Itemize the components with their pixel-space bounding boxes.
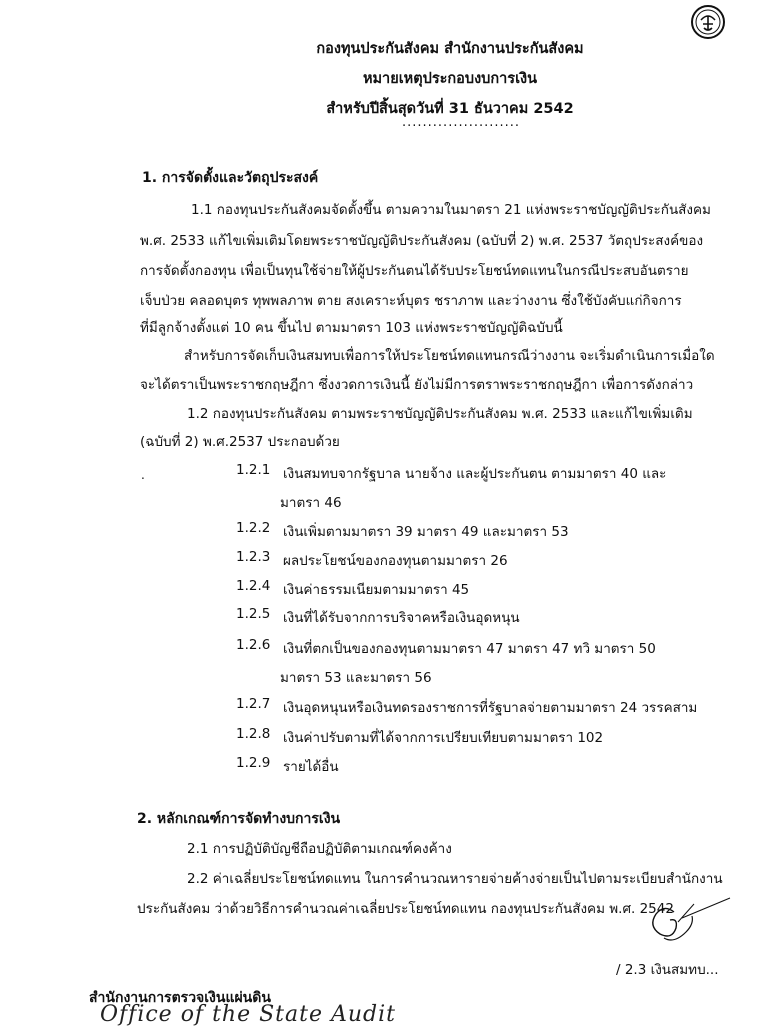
item-number: 1.2.3 — [236, 549, 271, 565]
para-1-1b-line-1: สำหรับการจัดเก็บเงินสมทบเพื่อการให้ประโยชน์ทดแทนกรณีว่างงาน จะเริ่มดำเนินการเมื่อใด — [184, 348, 715, 364]
item-number: 1.2.2 — [236, 520, 271, 536]
para-1-1-line-1: 1.1 กองทุนประกันสังคมจัดตั้งขึ้น ตามความในมาตรา 21 แห่งพระราชบัญญัติประกันสังคม — [191, 202, 711, 218]
header-line-1: กองทุนประกันสังคม สำนักงานประกันสังคม — [316, 41, 584, 57]
para-1-1-line-5: ที่มีลูกจ้างตั้งแต่ 10 คน ขึ้นไป ตามมาตรา 103 แห่งพระราชบัญญัติฉบับนี้ — [140, 320, 563, 336]
para-1-1-line-4: เจ็บป่วย คลอดบุตร ทุพพลภาพ ตาย สงเคราะห์บุตร ชราภาพ และว่างงาน ซึ่งใช้บังคับแก่กิจการ — [140, 293, 682, 309]
item-text: เงินค่าปรับตามที่ได้จากการเปรียบเทียบตามมาตรา 102 — [283, 730, 604, 746]
section1-heading: 1. การจัดตั้งและวัตถุประสงค์ — [142, 170, 319, 186]
item-number: 1.2.7 — [236, 696, 271, 712]
item-number: 1.2.6 — [236, 637, 271, 653]
header-dotted-rule: ....................... — [402, 115, 521, 130]
para-1-1-line-3: การจัดตั้งกองทุน เพื่อเป็นทุนใช้จ่ายให้ผู้ประกันตนได้รับประโยชน์ทดแทนในกรณีประสบอันตราย — [140, 263, 689, 279]
para-1-2-line-2: (ฉบับที่ 2) พ.ศ.2537 ประกอบด้วย — [140, 434, 340, 450]
item-number: 1.2.5 — [236, 606, 271, 622]
footer-office-name-english: Office of the State Audit — [100, 1002, 396, 1027]
footer-office-name: สำนักงานการตรวจเงินแผ่นดิน — [89, 990, 271, 1006]
item-text: เงินที่ตกเป็นของกองทุนตามมาตรา 47 มาตรา 47 ทวิ มาตรา 50 — [283, 641, 656, 657]
continuation-note: / 2.3 เงินสมทบ... — [616, 962, 719, 978]
para-1-1b-line-2: จะได้ตราเป็นพระราชกฤษฎีกา ซึ่งงวดการเงินนี้ ยังไม่มีการตราพระราชกฤษฎีกา เพื่อการดังกล่าว — [140, 377, 694, 393]
item-text-continued: มาตรา 53 และมาตรา 56 — [280, 670, 432, 686]
header-line-2: หมายเหตุประกอบงบการเงิน — [362, 71, 538, 87]
item-number: 1.2.4 — [236, 578, 271, 594]
item-text: เงินอุดหนุนหรือเงินทดรองราชการที่รัฐบาลจ่ายตามมาตรา 24 วรรคสาม — [283, 700, 698, 716]
item-text: เงินค่าธรรมเนียมตามมาตรา 45 — [283, 582, 470, 598]
item-number: 1.2.8 — [236, 726, 271, 742]
item-text: เงินสมทบจากรัฐบาล นายจ้าง และผู้ประกันตน ตามมาตรา 40 และ — [283, 466, 667, 482]
item-text: เงินที่ได้รับจากการบริจาคหรือเงินอุดหนุน — [283, 610, 520, 626]
item-text: ผลประโยชน์ของกองทุนตามมาตรา 26 — [283, 553, 508, 569]
header-line-3: สำหรับปีสิ้นสุดวันที่ 31 ธันวาคม 2542 — [326, 101, 574, 117]
section2-heading: 2. หลักเกณฑ์การจัดทำงบการเงิน — [137, 811, 341, 827]
para-1-1-line-2: พ.ศ. 2533 แก้ไขเพิ่มเติมโดยพระราชบัญญัติประกันสังคม (ฉบับที่ 2) พ.ศ. 2537 วัตถุประสงค์ของ — [140, 233, 704, 249]
document-header — [0, 34, 780, 124]
para-2-2-line-1: 2.2 ค่าเฉลี่ยประโยชน์ทดแทน ในการคำนวณหารายจ่ายค้างจ่ายเป็นไปตามระเบียบสำนักงาน — [187, 871, 723, 887]
para-2-2-line-2: ประกันสังคม ว่าด้วยวิธีการคำนวณค่าเฉลี่ยประโยชน์ทดแทน กองทุนประกันสังคม พ.ศ. 2542 — [137, 901, 674, 917]
scan-artifact-dot: . — [141, 468, 145, 482]
para-2-1: 2.1 การปฏิบัติบัญชีถือปฏิบัติตามเกณฑ์คงค้าง — [187, 841, 452, 857]
para-1-2-line-1: 1.2 กองทุนประกันสังคม ตามพระราชบัญญัติประกันสังคม พ.ศ. 2533 และแก้ไขเพิ่มเติม — [187, 406, 693, 422]
item-text: รายได้อื่น — [283, 759, 339, 775]
item-number: 1.2.9 — [236, 755, 271, 771]
item-text-continued: มาตรา 46 — [280, 495, 342, 511]
handwritten-signature — [634, 894, 734, 964]
item-number: 1.2.1 — [236, 462, 271, 478]
item-text: เงินเพิ่มตามมาตรา 39 มาตรา 49 และมาตรา 53 — [283, 524, 569, 540]
